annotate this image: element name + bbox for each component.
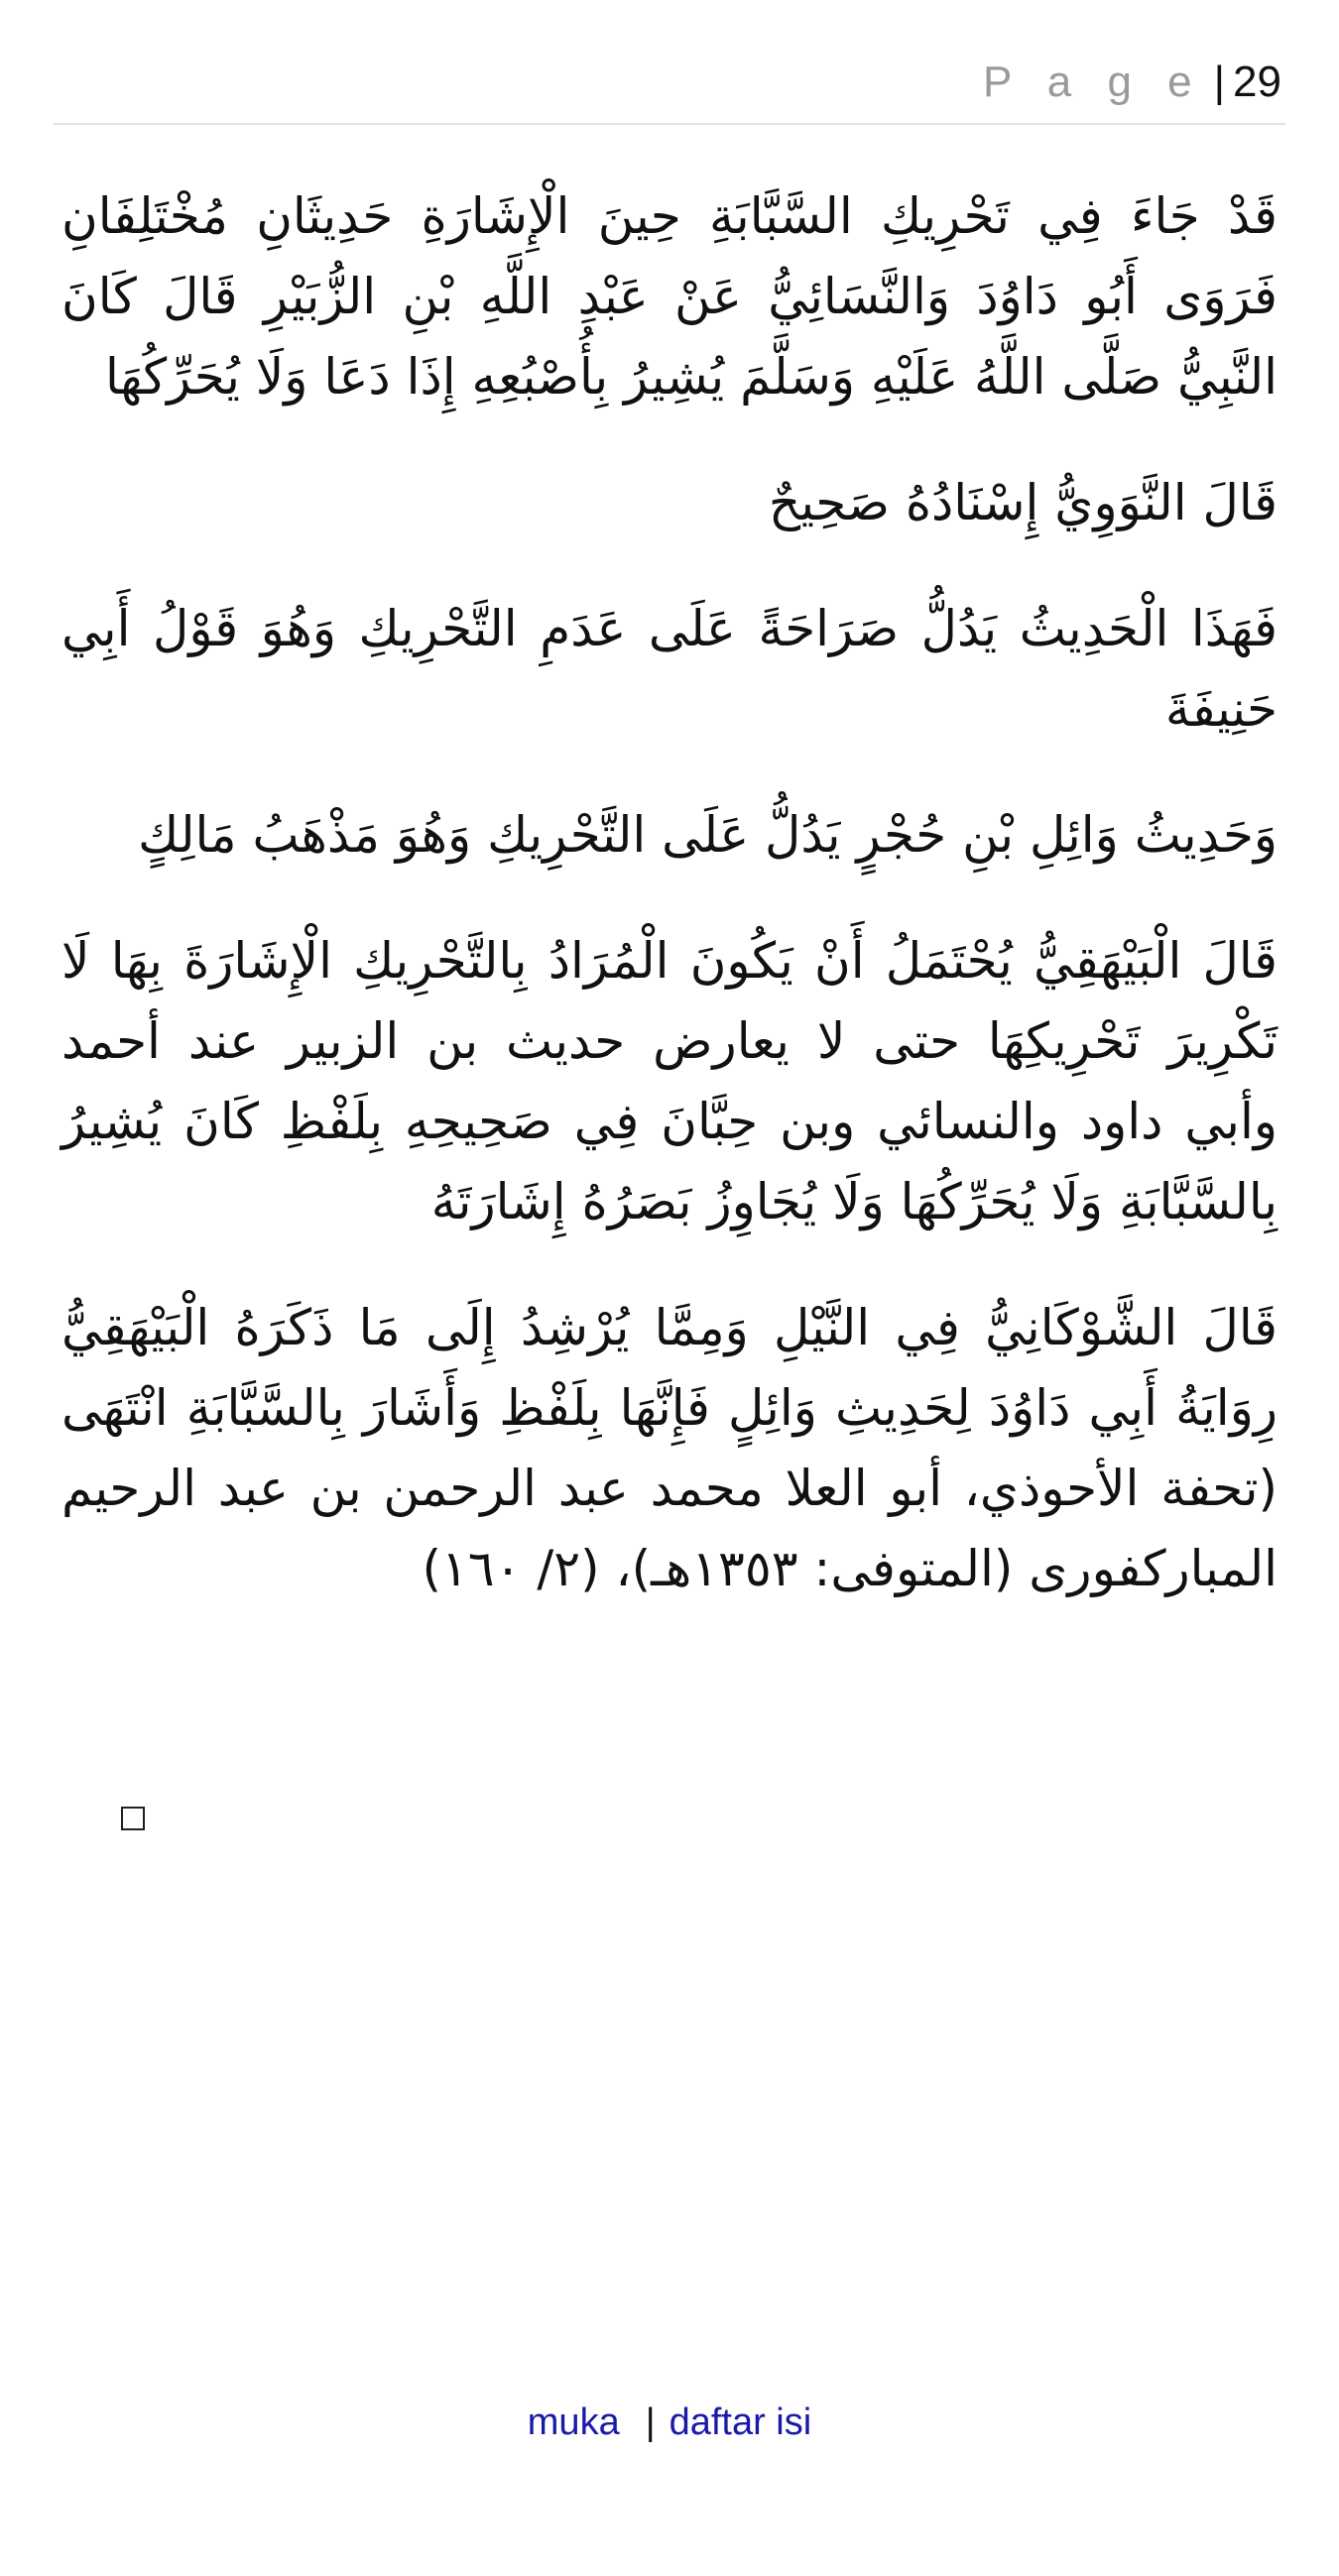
header-divider bbox=[54, 123, 1285, 125]
page-number: 29 bbox=[1233, 58, 1281, 106]
page-header bbox=[983, 58, 1281, 107]
page-label: P a g e bbox=[982, 58, 1204, 106]
placeholder-box-icon bbox=[121, 1807, 145, 1830]
paragraph-1: قَدْ جَاءَ فِي تَحْرِيكِ السَّبَّابَةِ حِينَ الْإِشَارَةِ حَدِيثَانِ مُخْتَلِفَانِ فَرَوَى أَبُو دَاوُدَ وَالنَّسَائِيُّ عَنْ عَبْدِ اللَّهِ بْنِ الزُّبَيْرِ قَالَ كَانَ النَّبِيُّ صَلَّى اللَّهُ عَلَيْهِ وَسَلَّمَ يُشِيرُ بِأُصْبُعِهِ إِذَا دَعَا وَلَا يُحَرِّكُهَا bbox=[61, 187, 1278, 406]
document-body bbox=[61, 176, 1278, 1655]
paragraph-6: قَالَ الشَّوْكَانِيُّ فِي النَّيْلِ وَمِمَّا يُرْشِدُ إِلَى مَا ذَكَرَهُ الْبَيْهَقِيُّ رِوَايَةُ أَبِي دَاوُدَ لِحَدِيثِ وَائِلٍ فَإِنَّهَا بِلَفْظِ وَأَشَارَ بِالسَّبَّابَةِ انْتَهَى (تحفة الأحوذي، أبو العلا محمد عبد الرحمن بن عبد الرحيم المباركفورى (المتوفى: ١٣٥٣هـ)، (٢/ ١٦٠) bbox=[61, 1299, 1278, 1597]
previous-page-link[interactable]: muka bbox=[527, 2401, 620, 2443]
footer-nav bbox=[0, 2401, 1339, 2444]
paragraph-5: قَالَ الْبَيْهَقِيُّ يُحْتَمَلُ أَنْ يَكُونَ الْمُرَادُ بِالتَّحْرِيكِ الْإِشَارَةَ بِهَا لَا تَكْرِيرَ تَحْرِيكِهَا حتى لا يعارض حديث بن الزبير عند أحمد وأبي داود والنسائي وبن حِبَّانَ فِي صَحِيحِهِ بِلَفْظِ كَانَ يُشِيرُ بِالسَّبَّابَةِ وَلَا يُحَرِّكُهَا وَلَا يُجَاوِزُ بَصَرُهُ إِشَارَتَهُ bbox=[61, 932, 1278, 1230]
page-separator: | bbox=[1213, 58, 1226, 106]
paragraph-4: وَحَدِيثُ وَائِلِ بْنِ حُجْرٍ يَدُلُّ عَلَى التَّحْرِيكِ وَهُوَ مَذْهَبُ مَالِكٍ bbox=[138, 806, 1278, 864]
paragraph-3: فَهَذَا الْحَدِيثُ يَدُلُّ صَرَاحَةً عَلَى عَدَمِ التَّحْرِيكِ وَهُوَ قَوْلُ أَبِي حَنِيفَةَ bbox=[61, 600, 1278, 738]
paragraph-2: قَالَ النَّوَوِيُّ إِسْنَادُهُ صَحِيحٌ bbox=[768, 474, 1278, 531]
footer-separator: | bbox=[645, 2401, 656, 2443]
table-of-contents-link[interactable]: daftar isi bbox=[669, 2401, 812, 2443]
